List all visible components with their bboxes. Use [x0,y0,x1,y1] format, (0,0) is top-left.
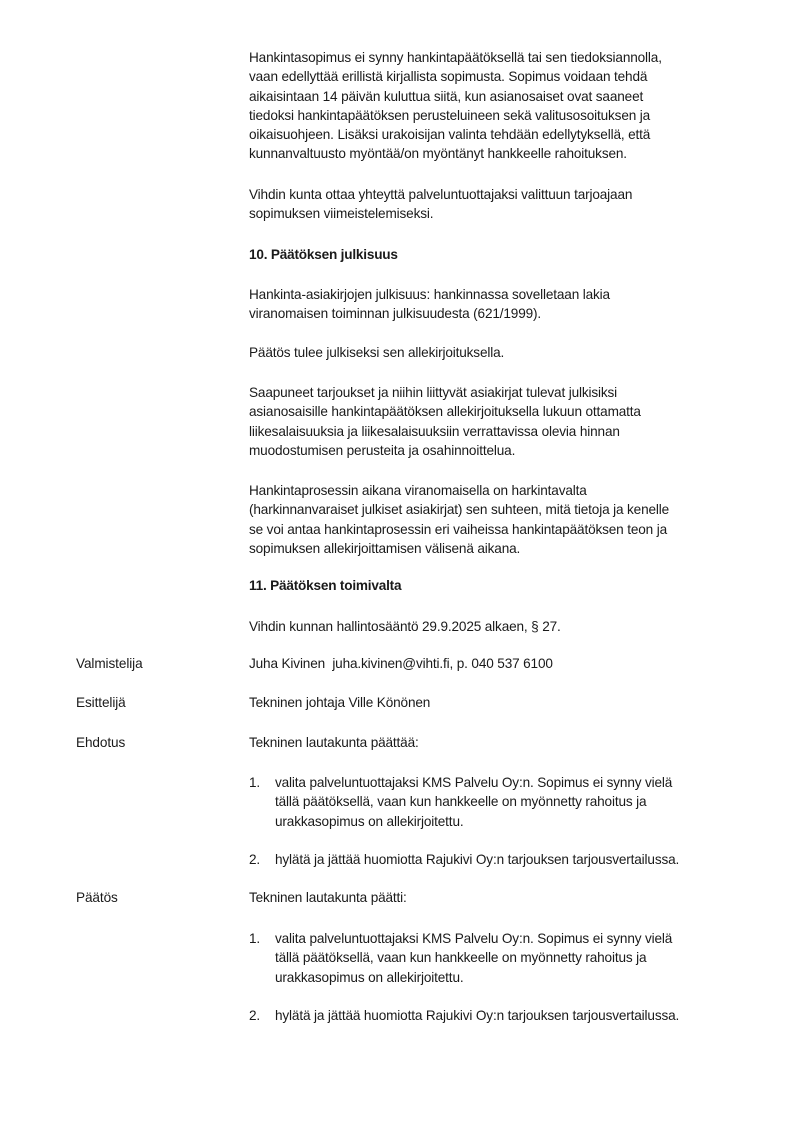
preparer-name: Juha Kivinen [249,656,326,671]
text-line: vaan edellyttää erillistä kirjallista sopimusta. Sopimus voidaan tehdä [249,69,648,85]
text-line: tällä päätöksellä, vaan kun hankkeelle on myönnetty rahoitus ja [275,794,647,810]
contact-paragraph [249,185,739,224]
text-line: liikesalaisuuksia ja liikesalaisuuksiin verrattavissa olevia hinnan [249,423,620,439]
text-line: Saapuneet tarjoukset ja niihin liittyvät asiakirjat tulevat julkisiksi [249,385,618,400]
preparer-phone: , p. 040 537 6100 [449,656,553,671]
text-line: muodostumisen perusteita ja osahinnoittelua. [249,442,516,458]
discretion-paragraph [249,481,739,558]
text-line: sopimuksen allekirjoittamisen välisenä aikana. [249,540,521,556]
list-number: 2. [249,852,261,867]
preparer-label: Valmistelija [76,656,143,671]
text-line: aikaisintaan 14 päivän kuluttua siitä, kun asianosaiset ovat saaneet [249,88,644,104]
preparer-value [249,656,553,671]
text-line: Vihdin kunnan hallintosääntö 29.9.2025 alkaen, § 27. [249,619,561,634]
text-line: hylätä ja jättää huomiotta Rajukivi Oy:n tarjouksen tarjousvertailussa. [275,852,680,867]
section-11-heading: 11. Päätöksen toimivalta [249,578,402,593]
text-line: tiedoksi hankintapäätöksen perusteluineen sekä valitusosoituksen ja [249,107,651,123]
section-10-heading: 10. Päätöksen julkisuus [249,247,398,262]
list-text [275,773,672,831]
decision-label: Päätös [76,890,118,905]
contract-paragraph [249,48,739,164]
text-line: sopimuksen viimeistelemiseksi. [249,206,434,222]
text-line: Päätös tulee julkiseksi sen allekirjoituksella. [249,345,505,360]
text-line: tällä päätöksellä, vaan kun hankkeelle on myönnetty rahoitus ja [275,950,647,966]
text-line: viranomaisen toiminnan julkisuudesta (621/1999). [249,306,542,322]
text-line: urakkasopimus on allekirjoitettu. [275,813,464,829]
decision-intro: Tekninen lautakunta päätti: [249,890,407,905]
text-line: urakkasopimus on allekirjoitettu. [275,969,464,985]
proposal-label: Ehdotus [76,735,126,750]
list-number: 2. [249,1008,261,1023]
presenter-label: Esittelijä [76,695,126,710]
text-line: se voi antaa hankintaprosessin eri vaiheissa hankintapäätöksen teon ja [249,521,667,537]
list-text [275,850,679,869]
preparer-email-link[interactable]: juha.kivinen@vihti.fi [332,656,450,671]
text-line: valita palveluntuottajaksi KMS Palvelu Oy:n. Sopimus ei synny vielä [275,775,673,790]
presenter-value: Tekninen johtaja Ville Könönen [249,695,431,710]
offers-public-paragraph [249,383,739,460]
text-line: Hankinta-asiakirjojen julkisuus: hankinnassa sovelletaan lakia [249,287,610,302]
authority-paragraph [249,617,739,636]
text-line: kunnanvaltuusto myöntää/on myöntänyt hankkeelle rahoituksen. [249,146,627,162]
text-line: Vihdin kunta ottaa yhteyttä palveluntuottajaksi valittuun tarjoajaan [249,187,633,202]
publicity-law-paragraph [249,285,739,324]
list-text [275,929,672,987]
text-line: (harkinnanvaraiset julkiset asiakirjat) sen suhteen, mitä tietoja ja kenelle [249,502,670,518]
list-number: 1. [249,775,261,790]
text-line: asianosaisille hankintapäätöksen allekirjoituksella lukuun ottamatta [249,404,641,420]
text-line: Hankintasopimus ei synny hankintapäätöksellä tai sen tiedoksiannolla, [249,50,662,65]
list-text [275,1006,679,1025]
decision-public-paragraph [249,343,739,362]
text-line: hylätä ja jättää huomiotta Rajukivi Oy:n tarjouksen tarjousvertailussa. [275,1008,680,1023]
text-line: oikaisuohjeen. Lisäksi urakoisijan valinta tehdään edellytyksellä, että [249,127,651,143]
list-number: 1. [249,931,261,946]
proposal-intro: Tekninen lautakunta päättää: [249,735,419,750]
text-line: valita palveluntuottajaksi KMS Palvelu Oy:n. Sopimus ei synny vielä [275,931,673,946]
text-line: Hankintaprosessin aikana viranomaisella on harkintavalta [249,483,587,498]
